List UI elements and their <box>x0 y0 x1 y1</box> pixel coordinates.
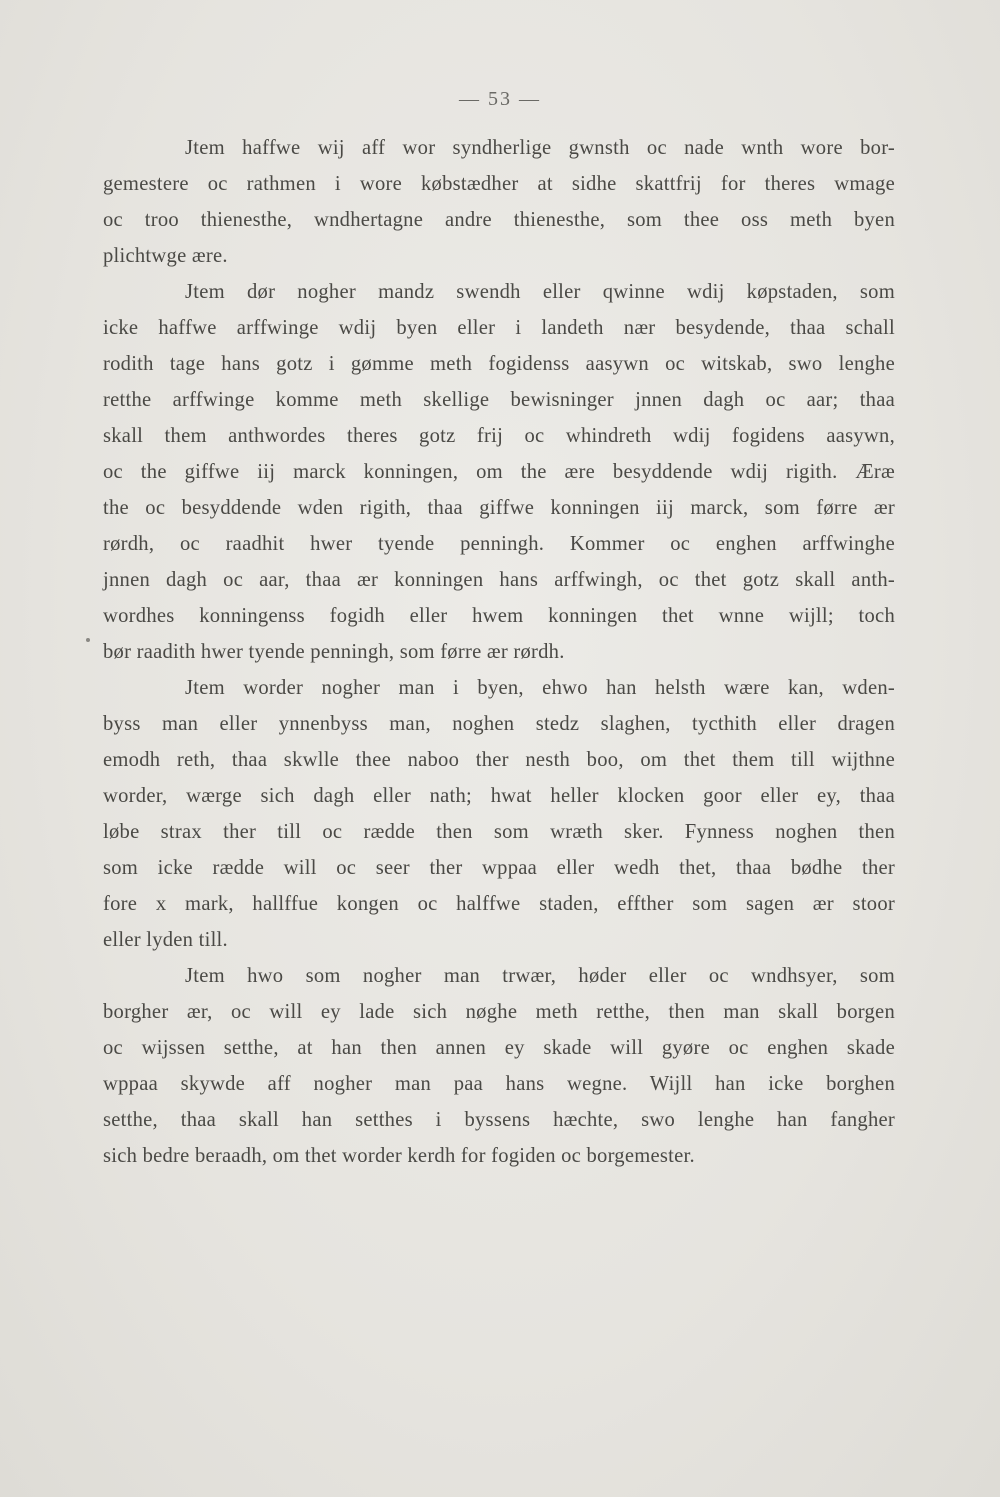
text-line: wppaa skywde aff nogher man paa hans wegne. Wijll han icke borghen <box>103 1073 895 1095</box>
text-line: oc wijssen setthe, at han then annen ey skade will gyøre oc enghen skade <box>103 1037 895 1059</box>
text-line: oc troo thienesthe, wndhertagne andre thienesthe, som thee oss meth byen <box>103 209 895 231</box>
margin-dot-mark <box>86 638 90 642</box>
text-line: Jtem hwo som nogher man trwær, høder eller oc wndhsyer, som <box>185 965 895 987</box>
body-text <box>103 130 895 1174</box>
text-line: fore x mark, hallffue kongen oc halffwe staden, effther som sagen ær stoor <box>103 893 895 915</box>
text-line: worder, wærge sich dagh eller nath; hwat heller klocken goor eller ey, thaa <box>103 785 895 807</box>
text-line: jnnen dagh oc aar, thaa ær konningen hans arffwingh, oc thet gotz skall anth- <box>103 569 895 591</box>
text-line: the oc besyddende wden rigith, thaa giffwe konningen iij marck, som førre ær <box>103 497 895 519</box>
text-line: retthe arffwinge komme meth skellige bewisninger jnnen dagh oc aar; thaa <box>103 389 895 411</box>
text-line: Jtem haffwe wij aff wor syndherlige gwnsth oc nade wnth wore bor- <box>185 137 895 159</box>
text-line: skall them anthwordes theres gotz frij oc whindreth wdij fogidens aasywn, <box>103 425 895 447</box>
text-line: borgher ær, oc will ey lade sich nøghe meth retthe, then man skall borgen <box>103 1001 895 1023</box>
text-line: emodh reth, thaa skwlle thee naboo ther nesth boo, om thet them till wijthne <box>103 749 895 771</box>
text-line: bør raadith hwer tyende penningh, som førre ær rørdh. <box>103 641 565 663</box>
text-line: Jtem dør nogher mandz swendh eller qwinne wdij køpstaden, som <box>185 281 895 303</box>
text-line: oc the giffwe iij marck konningen, om the ære besyddende wdij rigith. Æræ <box>103 461 895 483</box>
text-line: løbe strax ther till oc rædde then som wræth sker. Fynness noghen then <box>103 821 895 843</box>
text-line: rodith tage hans gotz i gømme meth fogidenss aasywn oc witskab, swo lenghe <box>103 353 895 375</box>
paragraph-3 <box>103 670 895 958</box>
text-line: byss man eller ynnenbyss man, noghen stedz slaghen, tycthith eller dragen <box>103 713 895 735</box>
paragraph-4 <box>103 958 895 1174</box>
page-number: — 53 — <box>459 88 541 110</box>
text-line: eller lyden till. <box>103 929 228 951</box>
text-line: som icke rædde will oc seer ther wppaa eller wedh thet, thaa bødhe ther <box>103 857 895 879</box>
text-line: sich bedre beraadh, om thet worder kerdh for fogiden oc borgemester. <box>103 1145 695 1167</box>
text-line: Jtem worder nogher man i byen, ehwo han helsth wære kan, wden- <box>185 677 895 699</box>
text-line: icke haffwe arffwinge wdij byen eller i landeth nær besydende, thaa schall <box>103 317 895 339</box>
text-line: gemestere oc rathmen i wore købstædher at sidhe skattfrij for theres wmage <box>103 173 895 195</box>
paragraph-2 <box>103 274 895 670</box>
text-line: plichtwge ære. <box>103 245 228 267</box>
text-line: setthe, thaa skall han setthes i byssens hæchte, swo lenghe han fangher <box>103 1109 895 1131</box>
paragraph-1 <box>103 130 895 274</box>
text-line: rørdh, oc raadhit hwer tyende penningh. Kommer oc enghen arffwinghe <box>103 533 895 555</box>
text-line: wordhes konningenss fogidh eller hwem konningen thet wnne wijll; toch <box>103 605 895 627</box>
